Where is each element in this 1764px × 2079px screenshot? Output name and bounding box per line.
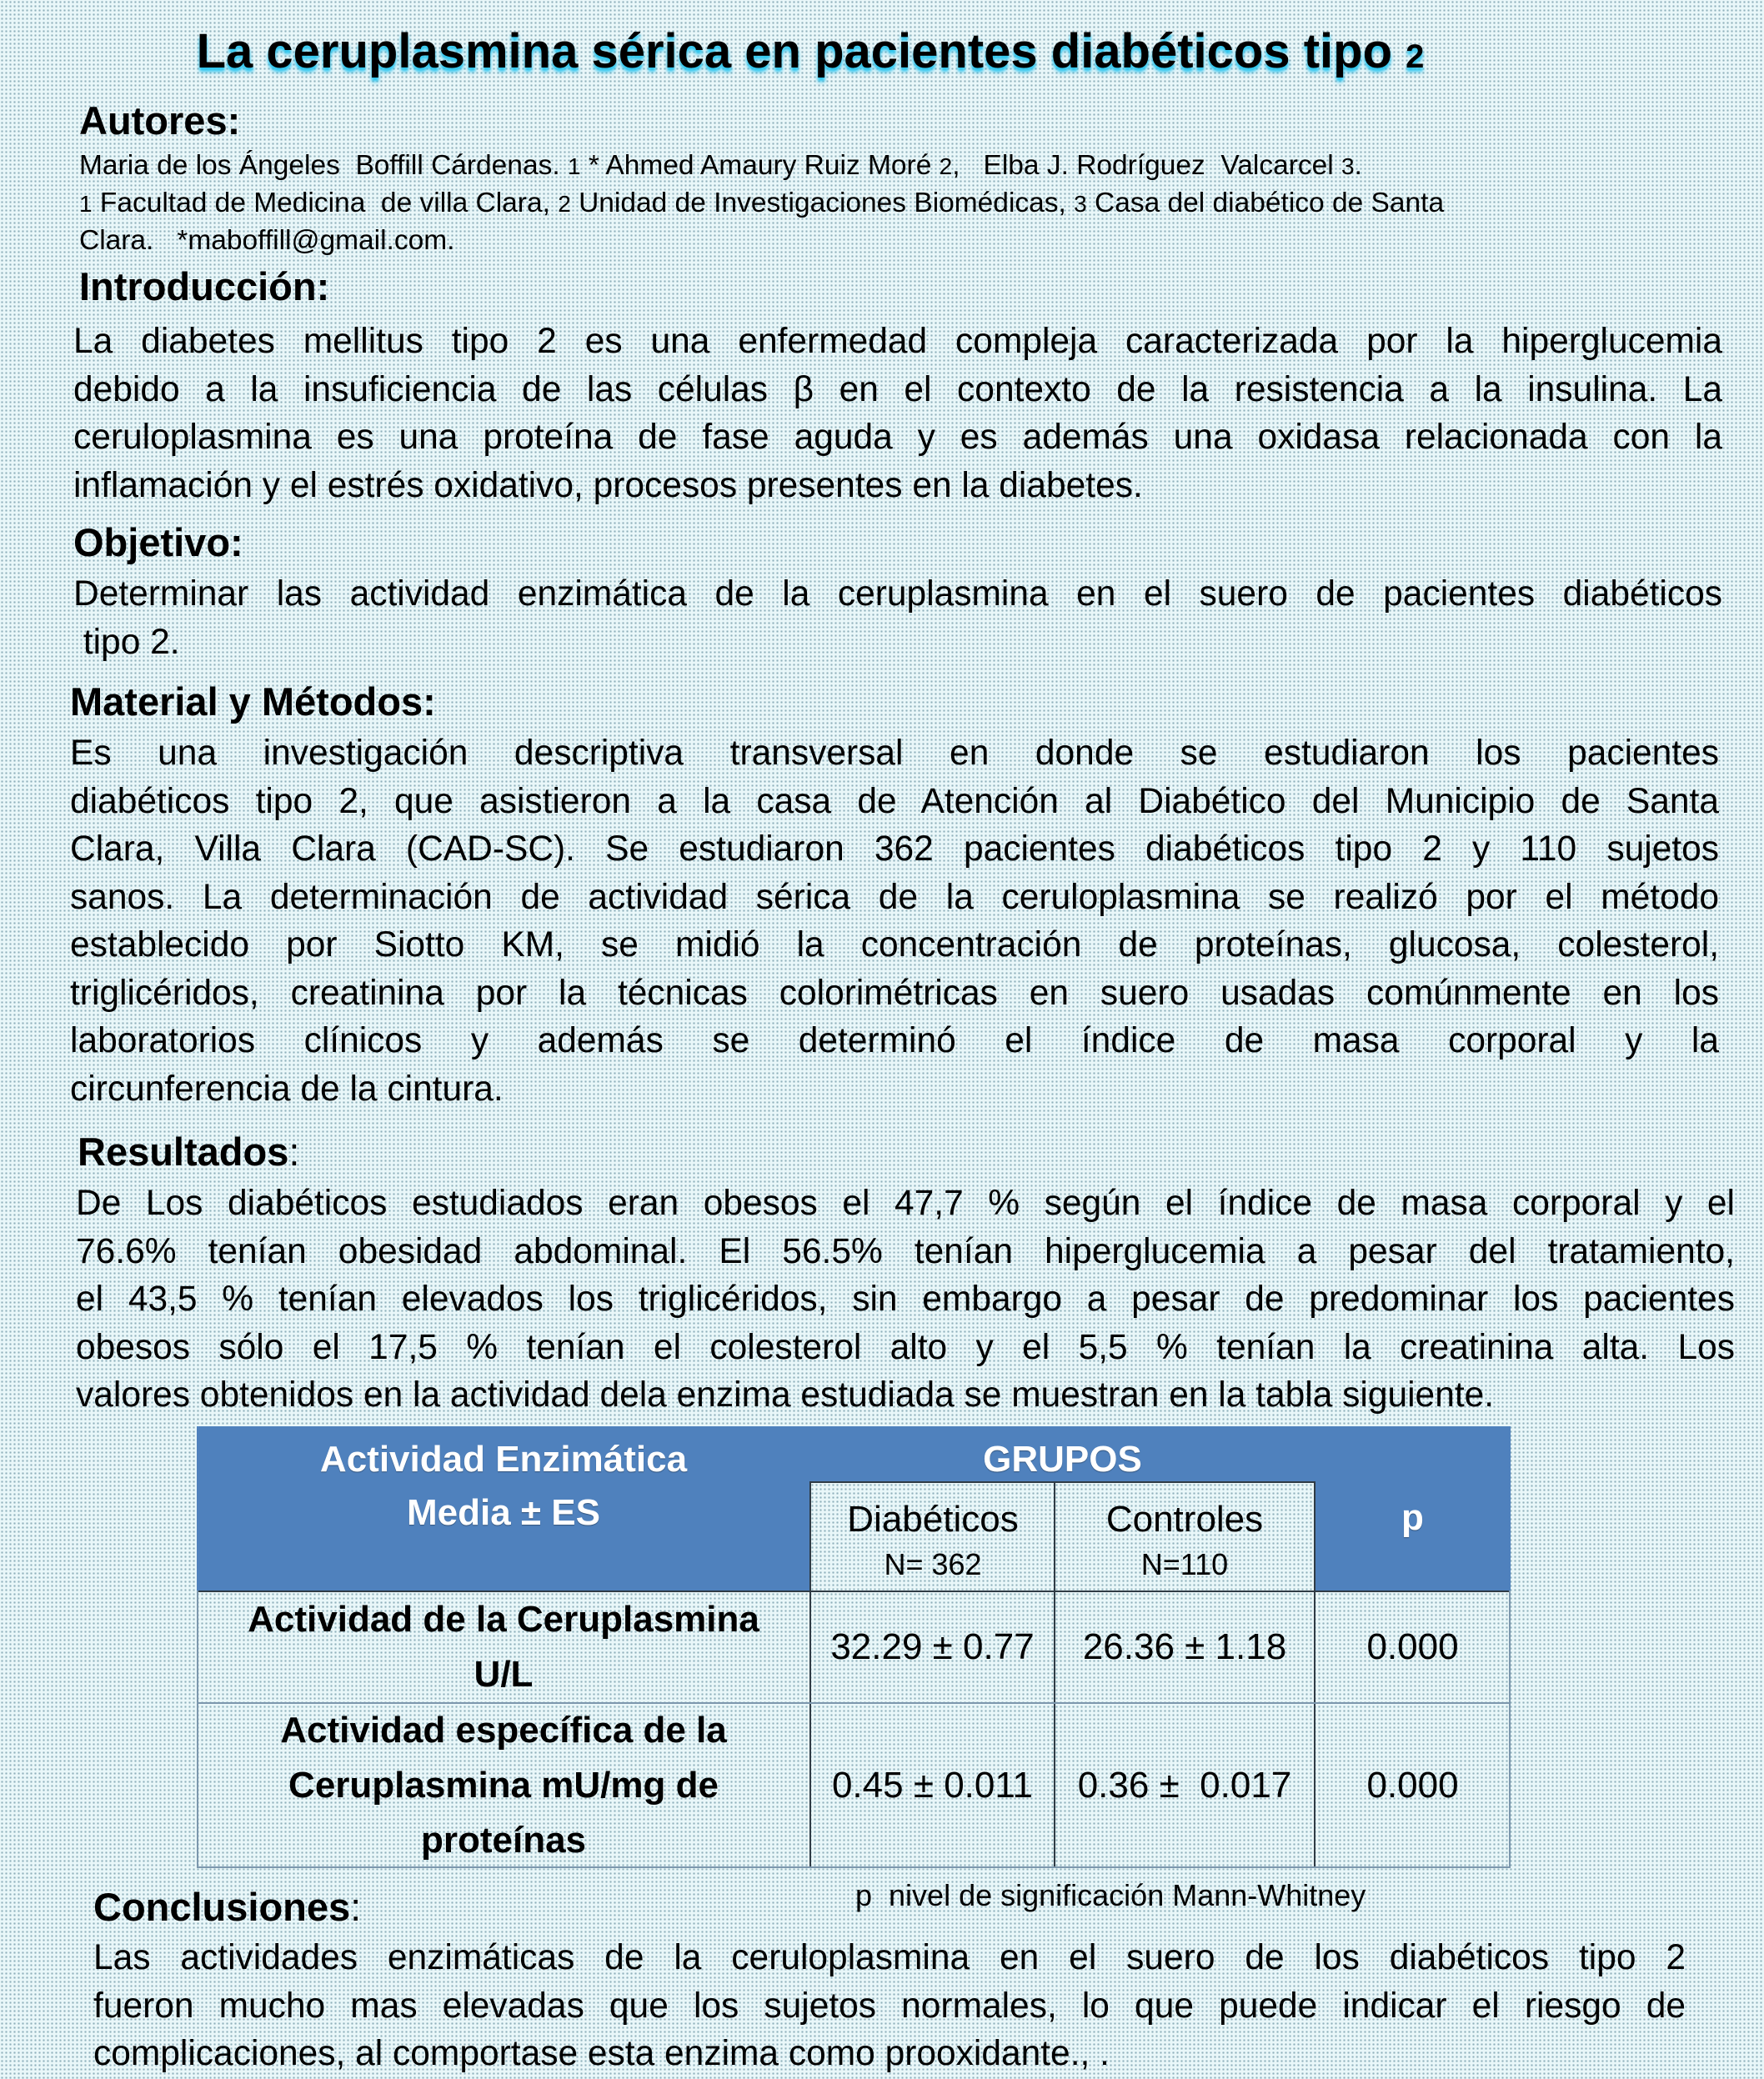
row-label-line: proteínas [420,1820,587,1861]
results-line: obesos sólo el 17,5 % tenían el colesterol alto y el 5,5 % tenían la creatinina alta. Los [76,1327,1735,1367]
table-row-label [197,1704,810,1867]
methods-line: sanos. La determinación de actividad sérica de la ceruloplasmina se realizó por el método [70,877,1719,917]
author-2-marker: , [952,150,960,181]
poster-title [0,23,1692,79]
authors-names [79,147,1713,185]
introduction-line: La diabetes mellitus tipo 2 es una enfermedad compleja caracterizada por la hiperglucemia [73,322,1722,361]
results-table [197,1426,1511,1868]
conclusions-heading-colon: : [350,1885,362,1929]
methods-line: circunferencia de la cintura. [70,1069,504,1109]
methods-heading: Material y Métodos: [70,679,436,724]
conclusions-line: complicaciones, al comportase esta enzima como prooxidante., . [93,2034,1110,2073]
affiliation-1-num: 1 [79,191,93,217]
results-line: 76.6% tenían obesidad abdominal. El 56.5% tenían hiperglucemia a pesar del tratamiento, [76,1231,1735,1271]
conclusions-text [93,1934,1686,2078]
conclusions-heading [93,1884,361,1931]
author-2-name: Ahmed Amaury Ruiz Moré [605,150,932,181]
group-n: N=110 [1140,1547,1229,1581]
table-cell-controles: 26.36 ± 1.18 [1082,1626,1287,1667]
row-label-line: Actividad específica de la [280,1710,727,1751]
affiliation-3-num: 3 [1074,191,1087,217]
affiliation-tail-email: Clara. *maboffill@gmail.com. [79,225,455,256]
introduction-line: inflamación y el estrés oxidativo, procesos presentes en la diabetes. [73,465,1143,505]
conclusions-heading-text: Conclusiones [93,1885,351,1929]
affiliation-3-text: Casa del diabético de Santa [1095,188,1445,218]
table-row-label [197,1592,810,1702]
methods-text [70,729,1719,1113]
authors-heading: Autores: [79,98,241,143]
results-line: el 43,5 % tenían elevados los triglicéridos, sin embargo a pesar de predominar los pacientes [76,1280,1735,1319]
table-header-controles [1055,1481,1315,1591]
author-1-name: Maria de los Ángeles Boffill Cárdenas. [79,150,560,181]
results-line: valores obtenidos en la actividad dela enzima estudiada se muestran en la tabla siguiente. [76,1375,1495,1415]
author-3-affiliation: 3 [1341,153,1355,179]
table-cell-controles: 0.36 ± 0.017 [1077,1765,1292,1806]
methods-line: Clara, Villa Clara (CAD-SC). Se estudiaron 362 pacientes diabéticos tipo 2 y 110 sujetos [70,829,1719,869]
group-name: Diabéticos [847,1499,1019,1540]
table-header-diabeticos [810,1481,1055,1591]
introduction-text [73,318,1722,509]
author-3-marker: . [1354,150,1362,181]
group-n: N= 362 [884,1547,982,1581]
table-cell-p: 0.000 [1366,1765,1459,1806]
table-header-groups: GRUPOS [983,1439,1142,1480]
poster-title-suffix: 2 [1406,38,1425,75]
table-header-mean-es: Media ± ES [407,1492,600,1533]
methods-line: triglicéridos, creatinina por la técnicas colorimétricas en suero usadas comúnmente en los [70,973,1719,1013]
author-3-name: Elba J. Rodríguez Valcarcel [983,150,1334,181]
conclusions-line: fueron mucho mas elevadas que los sujetos normales, lo que puede indicar el riesgo de [93,1986,1686,2026]
objective-line: tipo 2. [73,622,180,662]
objective-line: Determinar las actividad enzimática de la ceruplasmina en el suero de pacientes diabéticos [73,574,1722,614]
objective-text [73,570,1722,666]
table-cell-diabeticos: 0.45 ± 0.011 [831,1765,1034,1806]
methods-line: diabéticos tipo 2, que asistieron a la casa de Atención al Diabético del Municipio de Santa [70,781,1719,821]
affiliation-2-num: 2 [558,191,571,217]
author-1-affiliation: 1 [567,153,581,179]
results-heading-text: Resultados [78,1130,289,1174]
conclusions-line: Las actividades enzimáticas de la ceruloplasmina en el suero de los diabéticos tipo 2 [93,1938,1686,1977]
results-line: De Los diabéticos estudiados eran obesos el 47,7 % según el índice de masa corporal y el [76,1184,1735,1223]
methods-line: Es una investigación descriptiva transversal en donde se estudiaron los pacientes [70,734,1719,773]
table-cell-diabeticos: 32.29 ± 0.77 [830,1626,1035,1667]
group-name: Controles [1105,1499,1264,1540]
results-heading-colon: : [288,1130,300,1174]
methods-line: laboratorios clínicos y además se determinó el índice de masa corporal y la [70,1021,1719,1060]
affiliation-2-text: Unidad de Investigaciones Biomédicas, [579,188,1066,218]
author-1-marker: * [588,150,599,181]
introduction-line: debido a la insuficiencia de las células β en el contexto de la resistencia a la insulina. La [73,369,1722,409]
row-label-line: Actividad de la Ceruplasmina [248,1599,759,1640]
row-label-line: Ceruplasmina mU/mg de [288,1765,719,1806]
author-2-affiliation: 2 [939,153,953,179]
affiliations [79,184,1713,223]
table-header-p: p [1401,1497,1424,1538]
affiliation-1-text: Facultad de Medicina de villa Clara, [99,188,550,218]
results-text [76,1180,1735,1420]
table-footnote: p nivel de significación Mann-Whitney [855,1878,1366,1912]
table-cell-p: 0.000 [1366,1626,1459,1667]
introduction-line: ceruloplasmina es una proteína de fase aguda y es además una oxidasa relacionada con la [73,418,1722,457]
results-heading [78,1129,299,1175]
poster-title-main: La ceruplasmina sérica en pacientes diabéticos tipo [196,24,1393,78]
row-label-line: U/L [474,1654,534,1695]
methods-line: establecido por Siotto KM, se midió la concentración de proteínas, glucosa, colesterol, [70,925,1719,964]
introduction-heading: Introducción: [79,264,330,308]
table-header-activity: Actividad Enzimática [319,1439,688,1480]
objective-heading: Objetivo: [73,520,243,564]
